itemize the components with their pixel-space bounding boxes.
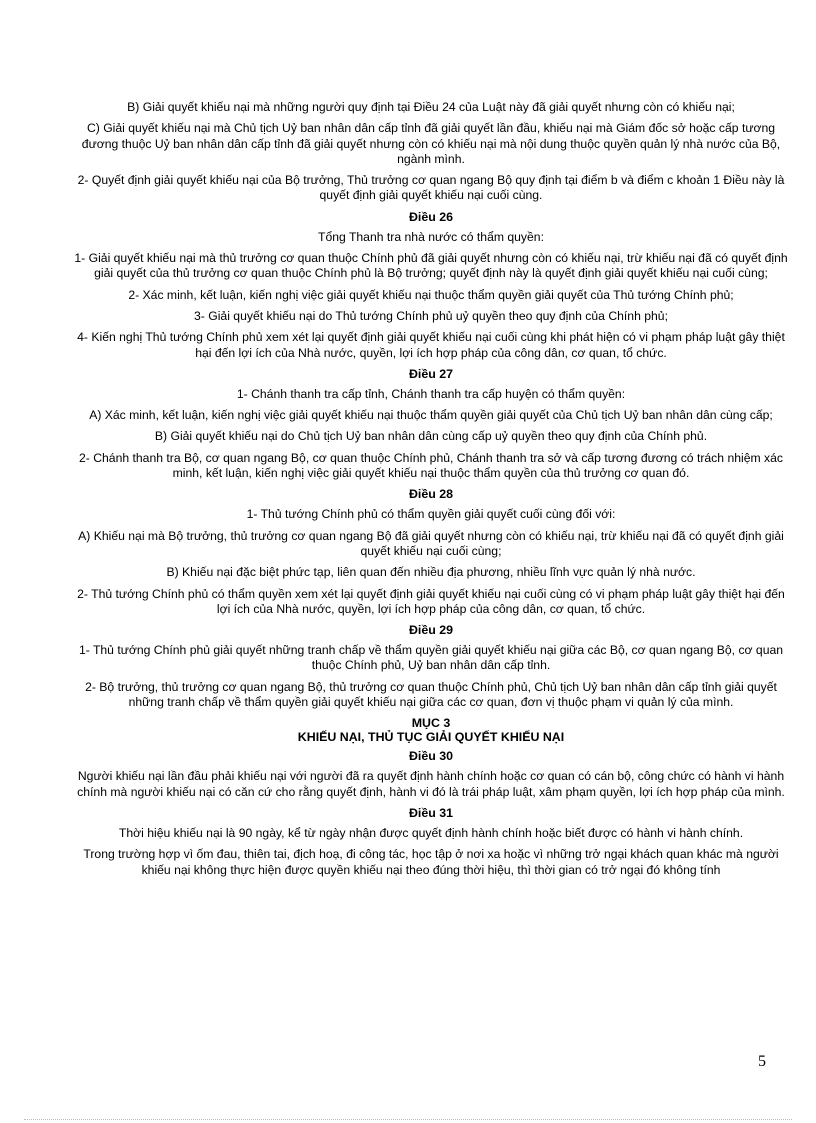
article-heading: Điều 28 xyxy=(408,487,454,502)
footer-divider xyxy=(24,1119,792,1120)
page-number: 5 xyxy=(758,1053,766,1070)
section-title: KHIẾU NẠI, THỦ TỤC GIẢI QUYẾT KHIẾU NẠI xyxy=(297,730,565,745)
paragraph: Tổng Thanh tra nhà nước có thẩm quyền: xyxy=(318,229,544,244)
paragraph: 2- Xác minh, kết luận, kiến nghị việc giải quyết khiếu nại thuộc thẩm quyền giải quyết của Thủ tướng Chính phủ; xyxy=(128,287,734,302)
article-heading: Điều 30 xyxy=(408,749,454,764)
document-body xyxy=(70,100,792,884)
paragraph: 1- Thủ tướng Chính phủ có thẩm quyền giải quyết cuối cùng đối với: xyxy=(246,507,616,522)
paragraph: Trong trường hợp vì ốm đau, thiên tai, địch hoạ, đi công tác, học tập ở nơi xa hoặc vì những trở ngại khách quan khác mà người khiếu nại không thực hiện được quyền khiếu nại theo đúng thời hiệu, thì thời gian có trở ngại đó không tính xyxy=(83,847,779,877)
paragraph: 1- Chánh thanh tra cấp tỉnh, Chánh thanh tra cấp huyện có thẩm quyền: xyxy=(236,386,626,401)
paragraph: 4- Kiến nghị Thủ tướng Chính phủ xem xét lại quyết định giải quyết khiếu nại cuối cùng khi phát hiện có vi phạm pháp luật gây thiệt hại đến lợi ích của Nhà nước, quyền, lợi ích hợp pháp của công dân, cơ quan, tổ chức. xyxy=(77,330,785,360)
paragraph: 2- Bộ trưởng, thủ trưởng cơ quan ngang Bộ, thủ trưởng cơ quan thuộc Chính phủ, Chủ tịch Uỷ ban nhân dân cấp tỉnh giải quyết những tranh chấp về thẩm quyền giải quyết khiếu nại giữa các cơ quan, đơn vị thuộc phạm vi quản lý của mình. xyxy=(85,679,777,710)
paragraph: B) Khiếu nại đặc biệt phức tạp, liên quan đến nhiều địa phương, nhiều lĩnh vực quản lý nhà nước. xyxy=(166,565,696,580)
paragraph: 3- Giải quyết khiếu nại do Thủ tướng Chính phủ uỷ quyền theo quy định của Chính phủ; xyxy=(194,308,668,323)
paragraph: A) Xác minh, kết luận, kiến nghị việc giải quyết khiếu nại thuộc thẩm quyền giải quyết của Chủ tịch Uỷ ban nhân dân cùng cấp; xyxy=(89,408,773,423)
article-heading: Điều 26 xyxy=(408,209,454,224)
paragraph: 2- Thủ tướng Chính phủ có thẩm quyền xem xét lại quyết định giải quyết khiếu nại cuối cùng có vi phạm pháp luật gây thiệt hại đến lợi ích của Nhà nước, quyền, lợi ích hợp pháp của công dân, cơ quan, tổ chức. xyxy=(77,586,785,616)
paragraph: A) Khiếu nại mà Bộ trưởng, thủ trưởng cơ quan ngang Bộ đã giải quyết nhưng còn có khiếu nại, trừ khiếu nại đã có quyết định giải quyết khiếu nại cuối cùng; xyxy=(78,528,784,558)
paragraph: 1- Giải quyết khiếu nại mà thủ trưởng cơ quan thuộc Chính phủ đã giải quyết nhưng còn có khiếu nại, trừ khiếu nại đã có quyết định giải quyết của thủ trưởng cơ quan thuộc Chính phủ là Bộ trưởng; quyết định này là quyết định giải quyết khiếu nại cuối cùng; xyxy=(74,251,788,281)
section-number: MỤC 3 xyxy=(411,716,451,731)
paragraph: 1- Thủ tướng Chính phủ giải quyết những tranh chấp về thẩm quyền giải quyết khiếu nại giữa các Bộ, cơ quan ngang Bộ, cơ quan thuộc Chính phủ, Uỷ ban nhân dân cấp tỉnh. xyxy=(78,643,784,673)
article-heading: Điều 27 xyxy=(408,366,454,381)
paragraph: C) Giải quyết khiếu nại mà Chủ tịch Uỷ ban nhân dân cấp tỉnh đã giải quyết lần đầu, khiếu nại mà Giám đốc sở hoặc cấp tương đương thuộc Uỷ ban nhân dân cấp tỉnh đã giải quyết nhưng còn có khiếu nại mà nội dung thuộc quyền quản lý nhà nước của Bộ, ngành mình. xyxy=(81,121,781,166)
paragraph: 2- Chánh thanh tra Bộ, cơ quan ngang Bộ, cơ quan thuộc Chính phủ, Chánh thanh tra sở và cấp tương đương có trách nhiệm xác minh, kết luận, kiến nghị việc giải quyết khiếu nại thuộc thẩm quyền của thủ trưởng cơ quan đó. xyxy=(78,450,783,481)
paragraph: Thời hiệu khiếu nại là 90 ngày, kể từ ngày nhận được quyết định hành chính hoặc biết được có hành vi hành chính. xyxy=(118,825,744,840)
paragraph: 2- Quyết định giải quyết khiếu nại của Bộ trưởng, Thủ trưởng cơ quan ngang Bộ quy định tại điểm b và điểm c khoản 1 Điều này là quyết định giải quyết khiếu nại cuối cùng. xyxy=(77,173,785,203)
article-heading: Điều 31 xyxy=(408,805,454,820)
article-heading: Điều 29 xyxy=(408,623,454,638)
paragraph: B) Giải quyết khiếu nại do Chủ tịch Uỷ ban nhân dân cùng cấp uỷ quyền theo quy định của Chính phủ. xyxy=(154,429,708,444)
paragraph: B) Giải quyết khiếu nại mà những người quy định tại Điều 24 của Luật này đã giải quyết nhưng còn có khiếu nại; xyxy=(127,100,735,114)
paragraph: Người khiếu nại lần đầu phải khiếu nại với người đã ra quyết định hành chính hoặc cơ quan có cán bộ, công chức có hành vi hành chính mà người khiếu nại có căn cứ cho rằng quyết định, hành vi đó là trái pháp luật, xâm phạm quyền, lợi ích hợp pháp của mình. xyxy=(77,769,785,799)
